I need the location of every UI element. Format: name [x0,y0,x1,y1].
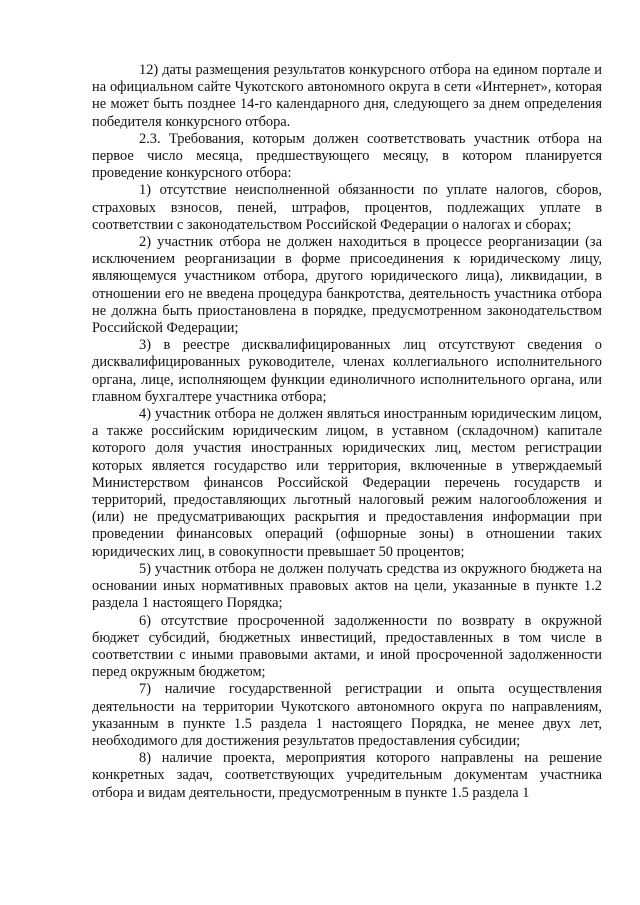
paragraph-requirement-8: 8) наличие проекта, мероприятия которого направлены на решение конкретных задач, соответствующих учредительным документам участника отбора и видам деятельности, предусмотренным в пункте 1.5 раздела 1 [92,750,602,801]
paragraph-requirement-7: 7) наличие государственной регистрации и опыта осуществления деятельности на территории Чукотского автономного округа по направлениям, указанным в пункте 1.5 раздела 1 настоящего Порядка, не менее двух лет, необходимого для достижения результатов предоставления субсидии; [92,681,602,749]
paragraph-requirement-5: 5) участник отбора не должен получать средства из окружного бюджета на основании иных нормативных правовых актов на цели, указанные в пункте 1.2 раздела 1 настоящего Порядка; [92,560,602,612]
paragraph-requirement-4: 4) участник отбора не должен являться иностранным юридическим лицом, а также российским юридическим лицом, в уставном (складочном) капитале которого доля участия иностранных юридических лиц, местом регистрации которых является государство или территория, включенные в утверждаемый Министерством финансов Российской Федерации перечень государств и территорий, предоставляющих льготный налоговый режим налогообложения и (или) не предусматривающих раскрытия и предоставления информации при проведении финансовых операций (офшорные зоны) в отношении таких юридических лиц, в совокупности превышает 50 процентов; [92,406,602,560]
paragraph-requirement-2: 2) участник отбора не должен находиться в процессе реорганизации (за исключением реорганизации в форме присоединения к юридическому лицу, являющемуся участником отбора, другого юридического лица), ликвидации, в отношении его не введена процедура банкротства, деятельность участника отбора не должна быть приостановлена в порядке, предусмотренном законодательством Российской Федерации; [92,234,602,337]
paragraph-item-12-dates: 12) даты размещения результатов конкурсного отбора на едином портале и на официальном сайте Чукотского автономного округа в сети «Интернет», которая не может быть позднее 14-го календарного дня, следующего за днем определения победителя конкурсного отбора. [92,62,602,130]
paragraph-requirement-6: 6) отсутствие просроченной задолженности по возврату в окружной бюджет субсидий, бюджетных инвестиций, предоставленных в том числе в соответствии с иными правовыми актами, и иной просроченной задолженности перед окружным бюджетом; [92,612,602,681]
paragraph-section-2-3-requirements: 2.3. Требования, которым должен соответствовать участник отбора на первое число месяца, предшествующего месяцу, в котором планируется проведение конкурсного отбора: [92,130,602,182]
paragraph-requirement-1: 1) отсутствие неисполненной обязанности по уплате налогов, сборов, страховых взносов, пеней, штрафов, процентов, подлежащих уплате в соответствии с законодательством Российской Федерации о налогах и сборах; [92,182,602,233]
paragraph-requirement-3: 3) в реестре дисквалифицированных лиц отсутствуют сведения о дисквалифицированных руководителе, членах коллегиального исполнительного органа, лице, исполняющем функции единоличного исполнительного органа, или главном бухгалтере участника отбора; [92,337,602,405]
